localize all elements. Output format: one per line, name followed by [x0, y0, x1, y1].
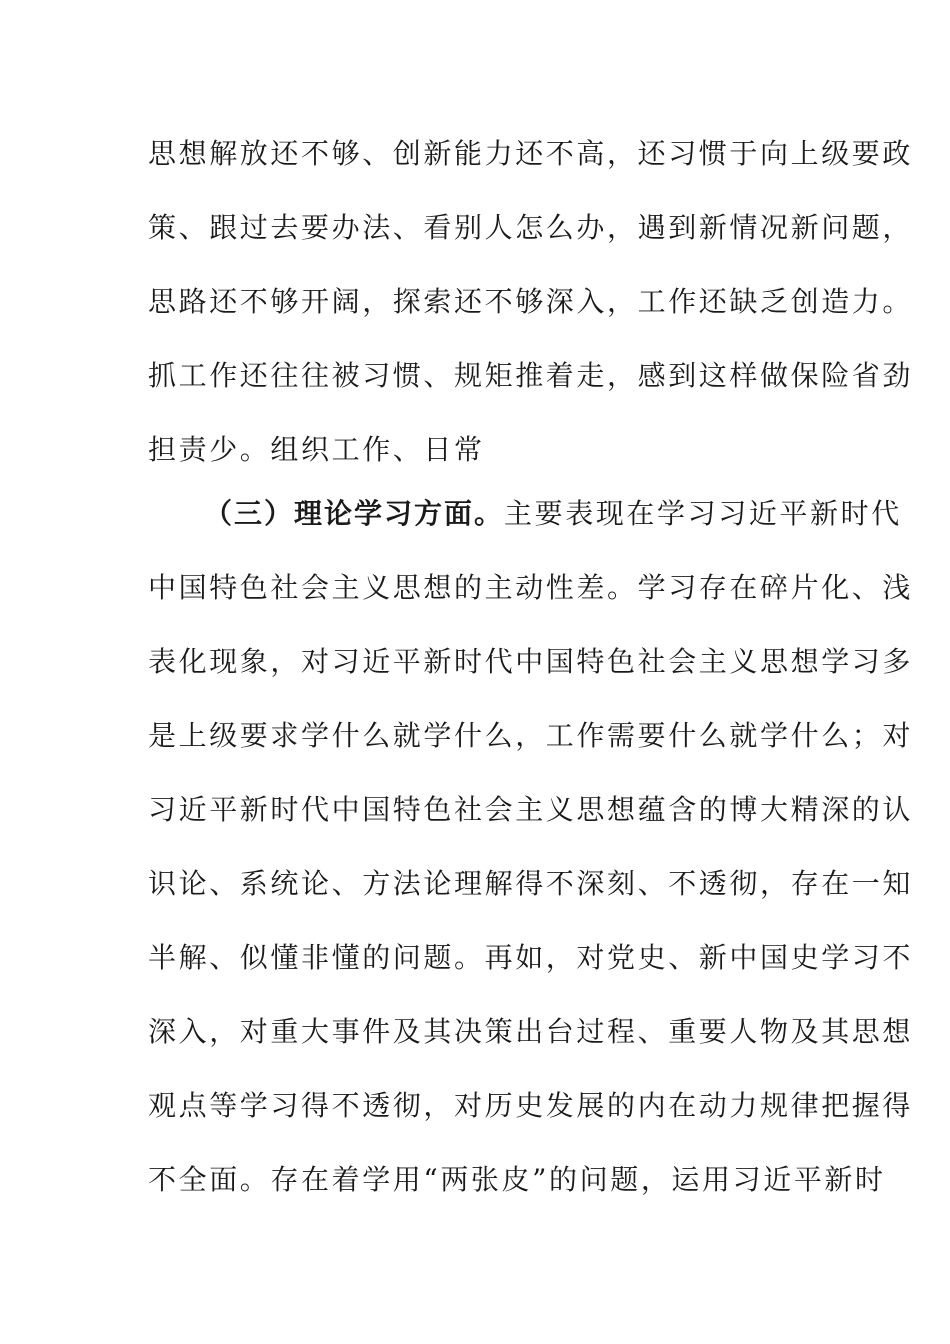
paragraph-line: 习近平新时代中国特色社会主义思想蕴含的博大精深的认 — [148, 793, 914, 826]
paragraph-line: 半解、似懂非懂的问题。再如，对党史、新中国史学习不 — [148, 941, 914, 974]
paragraph-line: 不全面。存在着学用“两张皮”的问题，运用习近平新时 — [148, 1163, 886, 1196]
section-heading: （三）理论学习方面。 — [204, 497, 505, 530]
paragraph-line: 思想解放还不够、创新能力还不高，还习惯于向上级要政 — [148, 137, 914, 170]
paragraph-line: 思路还不够开阔，探索还不够深入，工作还缺乏创造力。 — [148, 285, 914, 318]
section-heading-continuation: 主要表现在学习习近平新时代 — [504, 497, 902, 530]
section-heading-line — [204, 494, 902, 534]
paragraph-line: 担责少。组织工作、日常 — [148, 433, 485, 466]
paragraph-line: 策、跟过去要办法、看别人怎么办，遇到新情况新问题， — [148, 211, 914, 244]
paragraph-line: 深入，对重大事件及其决策出台过程、重要人物及其思想 — [148, 1015, 914, 1048]
paragraph-line: 中国特色社会主义思想的主动性差。学习存在碎片化、浅 — [148, 571, 914, 604]
paragraph-line: 识论、系统论、方法论理解得不深刻、不透彻，存在一知 — [148, 867, 914, 900]
paragraph-line: 观点等学习得不透彻，对历史发展的内在动力规律把握得 — [148, 1089, 914, 1122]
paragraph-line: 是上级要求学什么就学什么，工作需要什么就学什么；对 — [148, 719, 914, 752]
paragraph-line: 表化现象，对习近平新时代中国特色社会主义思想学习多 — [148, 645, 914, 678]
paragraph-line: 抓工作还往往被习惯、规矩推着走，感到这样做保险省劲 — [148, 359, 914, 392]
